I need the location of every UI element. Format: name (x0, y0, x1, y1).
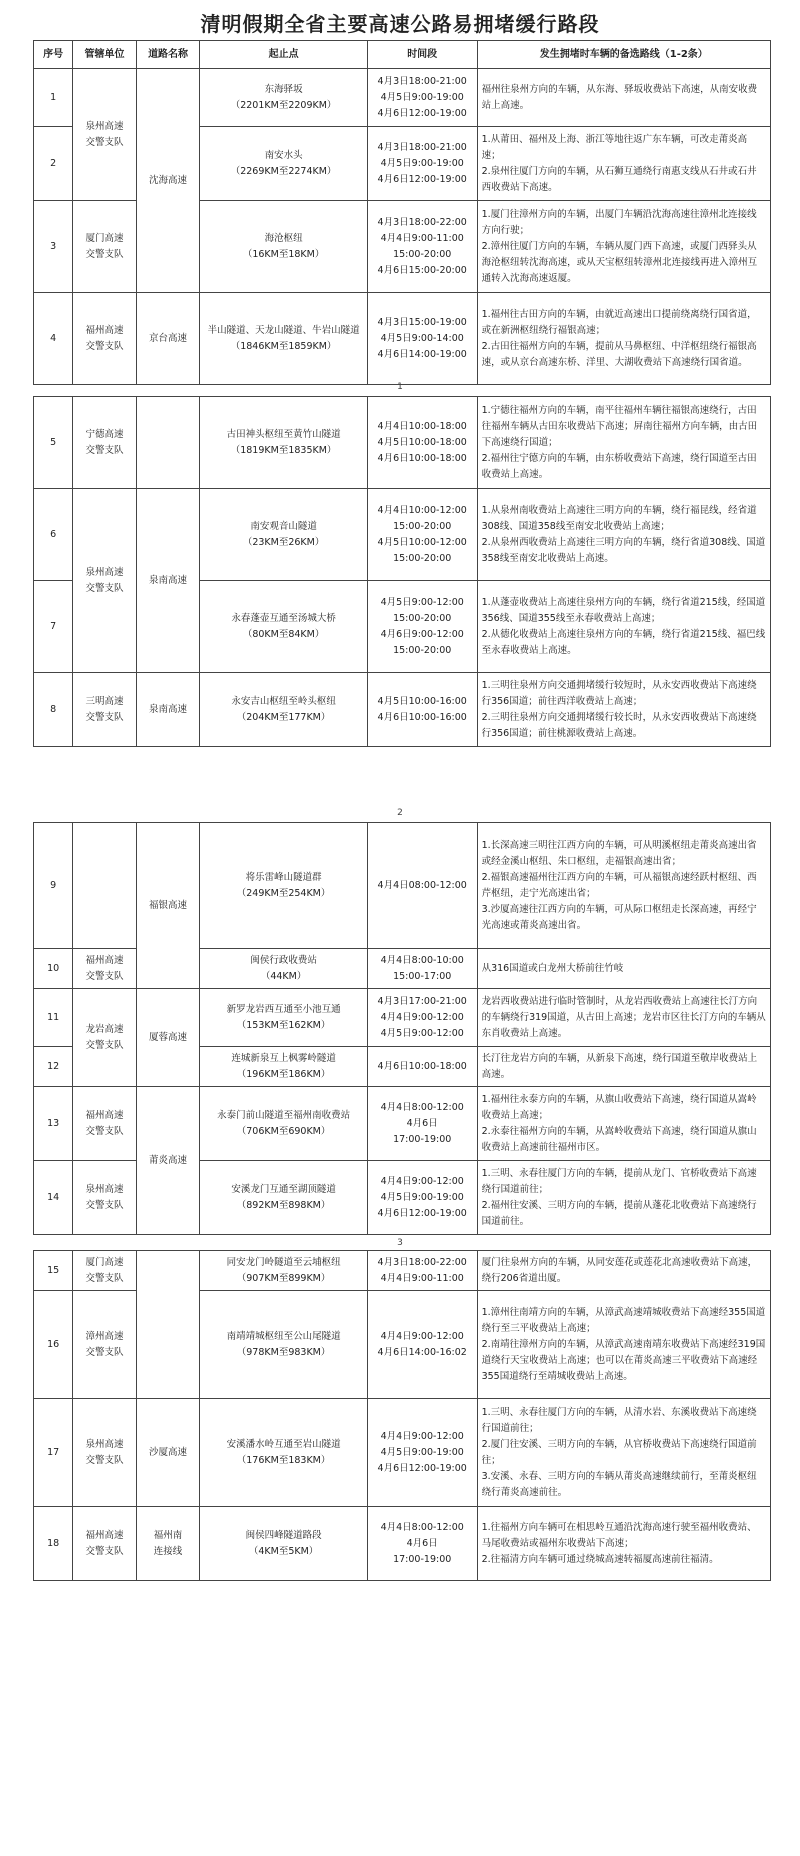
table-row (34, 1251, 771, 1291)
row-segment: 闽侯四峰隧道路段 （4KM至5KM） (200, 1507, 368, 1581)
row-segment: 古田神头枢纽至黄竹山隧道 （1819KM至1835KM） (200, 397, 368, 489)
header-no: 序号 (34, 41, 73, 69)
row-unit: 福州高速 交警支队 (73, 949, 137, 989)
row-road: 泉南高速 (136, 673, 200, 747)
row-alternative: 1.长深高速三明往江西方向的车辆，可从明溪枢纽走莆炎高速出省或经金溪山枢纽、朱口枢纽，走福银高速出省； 2.福银高速福州往江西方向的车辆，可从福银高速经跃村枢纽、西芹枢纽，走宁光高速出省； 3.沙厦高速往江西方向的车辆，可从际口枢纽走长深高速，再经宁光高速或莆炎高速出省。 (477, 823, 770, 949)
row-time: 4月4日9:00-12:00 4月5日9:00-19:00 4月6日12:00-19:00 (367, 1161, 477, 1235)
row-time: 4月3日18:00-21:00 4月5日9:00-19:00 4月6日12:00-19:00 (367, 127, 477, 201)
row-no: 14 (34, 1161, 73, 1235)
row-no: 1 (34, 69, 73, 127)
row-unit: 三明高速 交警支队 (73, 673, 137, 747)
row-alternative: 厦门往泉州方向的车辆，从同安莲花或莲花北高速收费站下高速，绕行206省道出厦。 (477, 1251, 770, 1291)
row-alternative: 龙岩西收费站进行临时管制时，从龙岩西收费站上高速往长汀方向的车辆绕行319国道，从古田上高速；龙岩市区往长汀方向的车辆从东肖收费站上高速。 (477, 989, 770, 1047)
row-no: 7 (34, 581, 73, 673)
row-no: 3 (34, 201, 73, 293)
row-segment: 将乐雷峰山隧道群 （249KM至254KM） (200, 823, 368, 949)
table-row (34, 1399, 771, 1507)
row-alternative: 1.从莆田、福州及上海、浙江等地往返广东车辆，可改走莆炎高速； 2.泉州往厦门方向的车辆，从石狮互通绕行南惠支线从石井或石井西收费站下高速。 (477, 127, 770, 201)
row-no: 16 (34, 1291, 73, 1399)
row-unit: 厦门高速 交警支队 (73, 201, 137, 293)
row-unit: 泉州高速 交警支队 (73, 69, 137, 201)
row-road: 泉南高速 (136, 489, 200, 673)
row-time: 4月3日17:00-21:00 4月4日9:00-12:00 4月5日9:00-12:00 (367, 989, 477, 1047)
row-time: 4月4日8:00-10:00 15:00-17:00 (367, 949, 477, 989)
row-time: 4月4日9:00-12:00 4月5日9:00-19:00 4月6日12:00-19:00 (367, 1399, 477, 1507)
row-segment: 闽侯行政收费站 （44KM） (200, 949, 368, 989)
row-time: 4月3日18:00-22:00 4月4日9:00-11:00 (367, 1251, 477, 1291)
row-unit: 龙岩高速 交警支队 (73, 989, 137, 1087)
table-row (34, 397, 771, 489)
row-alternative: 福州往泉州方向的车辆，从东海、驿坂收费站下高速，从南安收费站上高速。 (477, 69, 770, 127)
table-row (34, 489, 771, 581)
row-unit: 福州高速 交警支队 (73, 1087, 137, 1161)
row-road: 沈海高速 (136, 69, 200, 293)
row-alternative: 1.厦门往漳州方向的车辆，出厦门车辆沿沈海高速往漳州北连接线方向行驶； 2.漳州往厦门方向的车辆，车辆从厦门西下高速，或厦门西驿头从海沧枢纽转沈海高速，或从天宝枢纽转漳州北连接线再进入漳州互通转入沈海高速返厦。 (477, 201, 770, 293)
table-page-4 (33, 1250, 771, 1581)
page-number: 1 (397, 382, 403, 392)
table-row (34, 989, 771, 1047)
table-row (34, 293, 771, 385)
row-alternative: 1.福州往永泰方向的车辆，从旗山收费站下高速，绕行国道从嵩岭收费站上高速； 2.永泰往福州方向的车辆，从嵩岭收费站下高速，绕行国道从旗山收费站上高速前往福州市区。 (477, 1087, 770, 1161)
row-unit: 福州高速 交警支队 (73, 1507, 137, 1581)
row-time: 4月6日10:00-18:00 (367, 1047, 477, 1087)
row-no: 17 (34, 1399, 73, 1507)
row-unit: 泉州高速 交警支队 (73, 489, 137, 673)
table-page-2 (33, 396, 771, 747)
row-alternative: 长汀往龙岩方向的车辆，从新泉下高速，绕行国道至敬岸收费站上高速。 (477, 1047, 770, 1087)
row-time: 4月3日18:00-22:00 4月4日9:00-11:00 15:00-20:00 4月6日15:00-20:00 (367, 201, 477, 293)
header-road: 道路名称 (136, 41, 200, 69)
row-unit: 泉州高速 交警支队 (73, 1399, 137, 1507)
row-segment: 海沧枢纽 （16KM至18KM） (200, 201, 368, 293)
row-time: 4月3日18:00-21:00 4月5日9:00-19:00 4月6日12:00-19:00 (367, 69, 477, 127)
row-segment: 安溪龙门互通至湖顶隧道 （892KM至898KM） (200, 1161, 368, 1235)
row-no: 4 (34, 293, 73, 385)
row-road-empty (136, 1251, 200, 1399)
row-unit: 宁德高速 交警支队 (73, 397, 137, 489)
row-segment: 东海驿坂 （2201KM至2209KM） (200, 69, 368, 127)
row-road-empty (136, 397, 200, 489)
row-segment: 永春蓬壶互通至汤城大桥 （80KM至84KM） (200, 581, 368, 673)
row-segment: 南靖靖城枢纽至公山尾隧道 （978KM至983KM） (200, 1291, 368, 1399)
row-road: 福银高速 (136, 823, 200, 989)
row-no: 8 (34, 673, 73, 747)
row-alternative: 1.三明、永春往厦门方向的车辆，从清水岩、东溪收费站下高速绕行国道前往； 2.厦门往安溪、三明方向的车辆，从官桥收费站下高速绕行国道前往； 3.安溪、永春、三明方向的车辆从莆炎高速继续前行，至莆炎枢纽绕行莆炎高速前往。 (477, 1399, 770, 1507)
row-segment: 新罗龙岩西互通至小池互通 （153KM至162KM） (200, 989, 368, 1047)
table-row (34, 1507, 771, 1581)
row-unit-empty (73, 823, 137, 949)
row-time: 4月5日10:00-16:00 4月6日10:00-16:00 (367, 673, 477, 747)
row-unit: 泉州高速 交警支队 (73, 1161, 137, 1235)
row-time: 4月5日9:00-12:00 15:00-20:00 4月6日9:00-12:00 15:00-20:00 (367, 581, 477, 673)
row-segment: 永安吉山枢纽至岭头枢纽 （204KM至177KM） (200, 673, 368, 747)
row-alternative: 1.从蓬壶收费站上高速往泉州方向的车辆，绕行省道215线，经国道356线、国道355线至永春收费站上高速； 2.从德化收费站上高速往泉州方向的车辆，绕行省道215线、福巴线至永春收费站上高速。 (477, 581, 770, 673)
row-segment: 同安龙门岭隧道至云埔枢纽 （907KM至899KM） (200, 1251, 368, 1291)
row-no: 2 (34, 127, 73, 201)
page-number: 2 (397, 808, 403, 818)
row-time: 4月4日10:00-12:00 15:00-20:00 4月5日10:00-12:00 15:00-20:00 (367, 489, 477, 581)
table-row (34, 1087, 771, 1161)
row-segment: 南安观音山隧道 （23KM至26KM） (200, 489, 368, 581)
row-time: 4月4日08:00-12:00 (367, 823, 477, 949)
row-no: 9 (34, 823, 73, 949)
row-alternative: 1.三明、永春往厦门方向的车辆，提前从龙门、官桥收费站下高速绕行国道前往； 2.福州往安溪、三明方向的车辆，提前从蓬花北收费站下高速绕行国道前往。 (477, 1161, 770, 1235)
row-segment: 连城新泉互上枫雾岭隧道 （196KM至186KM） (200, 1047, 368, 1087)
page-number: 3 (397, 1238, 403, 1248)
table-row (34, 69, 771, 127)
row-no: 18 (34, 1507, 73, 1581)
row-no: 10 (34, 949, 73, 989)
row-road: 京台高速 (136, 293, 200, 385)
table-page-3 (33, 822, 771, 1235)
row-time: 4月4日8:00-12:00 4月6日 17:00-19:00 (367, 1087, 477, 1161)
row-alternative: 1.宁德往福州方向的车辆，南平往福州车辆往福银高速绕行，古田往福州车辆从古田东收费站下高速；屏南往福州方向车辆，由古田下高速绕行国道； 2.福州往宁德方向的车辆，由东桥收费站下高速，绕行国道至古田收费站上高速。 (477, 397, 770, 489)
header-segment: 起止点 (200, 41, 368, 69)
row-no: 11 (34, 989, 73, 1047)
row-alternative: 1.漳州往南靖方向的车辆，从漳武高速靖城收费站下高速经355国道绕行至三平收费站上高速； 2.南靖往漳州方向的车辆，从漳武高速南靖东收费站下高速经319国道绕行天宝收费站上高速；也可以在莆炎高速三平收费站下高速经355国道绕行至靖城收费站上高速。 (477, 1291, 770, 1399)
table-page-1 (33, 40, 771, 385)
row-alternative: 1.福州往古田方向的车辆，由就近高速出口提前绕离绕行国省道，或在新洲枢纽绕行福银高速； 2.古田往福州方向的车辆，提前从马鼻枢纽、中洋枢纽绕行福银高速，或从京台高速东桥、洋里、大湖收费站下高速绕行国省道。 (477, 293, 770, 385)
row-time: 4月3日15:00-19:00 4月5日9:00-14:00 4月6日14:00-19:00 (367, 293, 477, 385)
row-time: 4月4日9:00-12:00 4月6日14:00-16:02 (367, 1291, 477, 1399)
row-no: 13 (34, 1087, 73, 1161)
row-alternative: 1.往福州方向车辆可在相思岭互通沿沈海高速行驶至福州收费站、马尾收费站或福州东收费站下高速； 2.往福清方向车辆可通过绕城高速转福厦高速前往福清。 (477, 1507, 770, 1581)
row-road: 厦蓉高速 (136, 989, 200, 1087)
row-unit: 厦门高速 交警支队 (73, 1251, 137, 1291)
row-unit: 福州高速 交警支队 (73, 293, 137, 385)
row-segment: 安溪潘水岭互通至岩山隧道 （176KM至183KM） (200, 1399, 368, 1507)
row-road: 福州南 连接线 (136, 1507, 200, 1581)
row-time: 4月4日8:00-12:00 4月6日 17:00-19:00 (367, 1507, 477, 1581)
row-alternative: 1.从泉州南收费站上高速往三明方向的车辆，绕行福昆线，经省道308线、国道358线至南安北收费站上高速； 2.从泉州西收费站上高速往三明方向的车辆，绕行省道308线、国道358线至南安北收费站上高速。 (477, 489, 770, 581)
row-segment: 永泰门前山隧道至福州南收费站 （706KM至690KM） (200, 1087, 368, 1161)
table-row (34, 673, 771, 747)
row-road: 莆炎高速 (136, 1087, 200, 1235)
row-segment: 半山隧道、天龙山隧道、牛岩山隧道 （1846KM至1859KM） (200, 293, 368, 385)
row-alternative: 1.三明往泉州方向交通拥堵缓行较短时，从永安西收费站下高速绕行356国道；前往西洋收费站上高速； 2.三明往泉州方向交通拥堵缓行较长时，从永安西收费站下高速绕行356国道；前往桃源收费站上高速。 (477, 673, 770, 747)
header-unit: 管辖单位 (73, 41, 137, 69)
row-time: 4月4日10:00-18:00 4月5日10:00-18:00 4月6日10:00-18:00 (367, 397, 477, 489)
header-time: 时间段 (367, 41, 477, 69)
table-header-row (34, 41, 771, 69)
row-unit: 漳州高速 交警支队 (73, 1291, 137, 1399)
row-alternative: 从316国道或白龙州大桥前往竹岐 (477, 949, 770, 989)
header-alternative: 发生拥堵时车辆的备选路线（1-2条） (477, 41, 770, 69)
row-no: 15 (34, 1251, 73, 1291)
row-road: 沙厦高速 (136, 1399, 200, 1507)
row-segment: 南安水头 （2269KM至2274KM） (200, 127, 368, 201)
table-row (34, 823, 771, 949)
row-no: 5 (34, 397, 73, 489)
row-no: 12 (34, 1047, 73, 1087)
row-no: 6 (34, 489, 73, 581)
page-title: 清明假期全省主要高速公路易拥堵缓行路段 (200, 12, 600, 36)
